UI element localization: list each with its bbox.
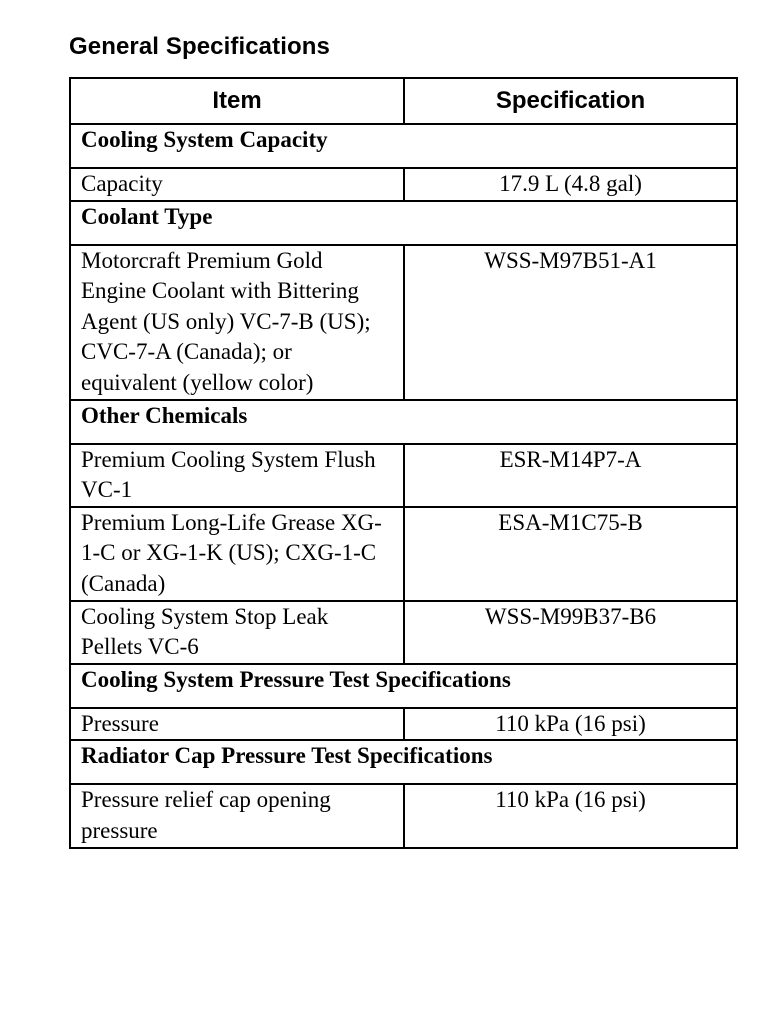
section-title-radiator-cap-pressure-test: Radiator Cap Pressure Test Specifications (70, 740, 737, 784)
section-row (70, 201, 737, 245)
section-title-coolant-type: Coolant Type (70, 201, 737, 245)
item-cell: Capacity (70, 168, 404, 201)
table-row (70, 784, 737, 847)
item-cell: Premium Long-Life Grease XG-1-C or XG-1-K (US); CXG-1-C (Canada) (70, 507, 404, 601)
spec-cell: 17.9 L (4.8 gal) (404, 168, 737, 201)
column-header-item: Item (70, 78, 404, 124)
table-row (70, 245, 737, 400)
section-title-cooling-system-pressure-test: Cooling System Pressure Test Specifications (70, 664, 737, 708)
item-cell: Premium Cooling System Flush VC-1 (70, 444, 404, 507)
section-row (70, 400, 737, 444)
table-header-row (70, 78, 737, 124)
spec-cell: ESR-M14P7-A (404, 444, 737, 507)
spec-cell: 110 kPa (16 psi) (404, 708, 737, 741)
spec-cell: WSS-M99B37-B6 (404, 601, 737, 664)
section-row (70, 664, 737, 708)
spec-cell: ESA-M1C75-B (404, 507, 737, 601)
item-cell: Pressure relief cap opening pressure (70, 784, 404, 847)
section-row (70, 740, 737, 784)
page-title: General Specifications (69, 33, 330, 60)
table-row (70, 601, 737, 664)
table-row (70, 507, 737, 601)
section-title-cooling-system-capacity: Cooling System Capacity (70, 124, 737, 168)
spec-cell: 110 kPa (16 psi) (404, 784, 737, 847)
item-cell: Pressure (70, 708, 404, 741)
table-row (70, 708, 737, 741)
specifications-table (69, 77, 738, 849)
item-cell: Cooling System Stop Leak Pellets VC-6 (70, 601, 404, 664)
section-row (70, 124, 737, 168)
table-row (70, 444, 737, 507)
item-cell: Motorcraft Premium Gold Engine Coolant with Bittering Agent (US only) VC-7-B (US); CVC-7-A (Canada); or equivalent (yellow color) (70, 245, 404, 400)
table-row (70, 168, 737, 201)
spec-cell: WSS-M97B51-A1 (404, 245, 737, 400)
section-title-other-chemicals: Other Chemicals (70, 400, 737, 444)
column-header-specification: Specification (404, 78, 737, 124)
